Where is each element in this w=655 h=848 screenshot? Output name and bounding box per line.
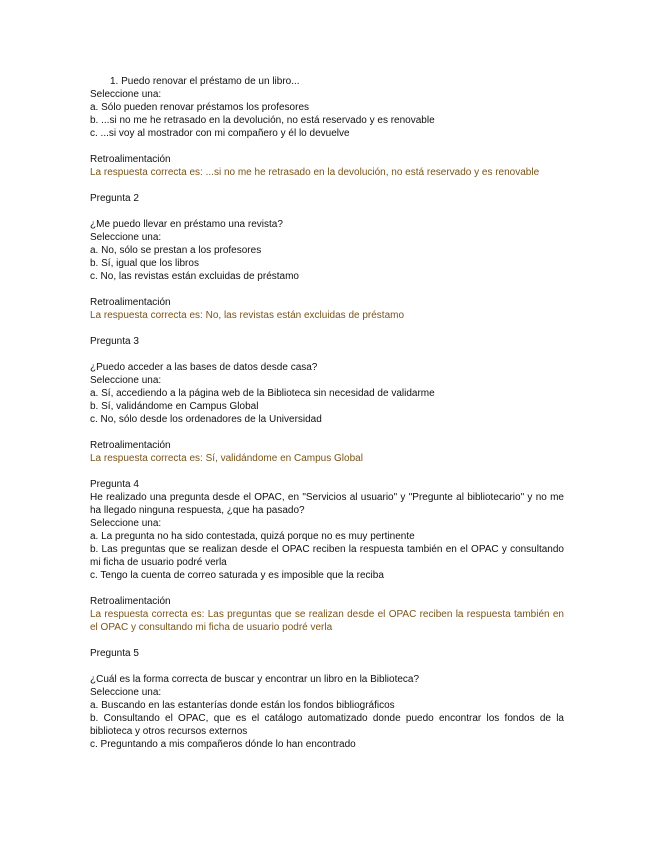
question-5-heading: Pregunta 5 (90, 648, 139, 659)
question-3-prompt: Seleccione una: (90, 375, 162, 386)
question-5-option-a: a. Buscando en las estanterías donde están los fondos bibliográficos (90, 700, 395, 711)
question-5-option-b: b. Consultando el OPAC, que es el catálogo automatizado donde puedo encontrar los fondos de la biblioteca y otros recursos externos (90, 713, 564, 737)
question-1-feedback-label: Retroalimentación (90, 154, 171, 165)
spacer (90, 322, 564, 335)
spacer (90, 426, 564, 439)
question-1-feedback: La respuesta correcta es: ...si no me he retrasado en la devolución, no está reservado y es renovable (90, 167, 540, 178)
spacer (90, 348, 564, 361)
question-5-text: ¿Cuál es la forma correcta de buscar y encontrar un libro en la Biblioteca? (90, 674, 420, 685)
question-4-text: He realizado una pregunta desde el OPAC, en "Servicios al usuario" y "Pregunte al bibliotecario" y no me ha llegado ninguna respuesta, ¿que ha pasado? (90, 492, 564, 516)
question-3-option-b: b. Sí, validándome en Campus Global (90, 401, 259, 412)
question-2-feedback-label: Retroalimentación (90, 297, 171, 308)
question-3-option-c: c. No, sólo desde los ordenadores de la Universidad (90, 414, 322, 425)
question-5-option-c: c. Preguntando a mis compañeros dónde lo han encontrado (90, 739, 356, 750)
spacer (90, 582, 564, 595)
question-2-option-c: c. No, las revistas están excluidas de préstamo (90, 271, 299, 282)
question-3-feedback: La respuesta correcta es: Sí, validándome en Campus Global (90, 453, 363, 464)
question-4-heading: Pregunta 4 (90, 479, 139, 490)
question-4-feedback: La respuesta correcta es: Las preguntas que se realizan desde el OPAC reciben la respuesta también en el OPAC y consultando mi ficha de usuario podré verla (90, 609, 564, 633)
spacer (90, 179, 564, 192)
question-2-feedback: La respuesta correcta es: No, las revistas están excluidas de préstamo (90, 310, 405, 321)
question-3-feedback-label: Retroalimentación (90, 440, 171, 451)
question-1-prompt: Seleccione una: (90, 89, 162, 100)
quiz-content (90, 75, 564, 751)
question-4-feedback-label: Retroalimentación (90, 596, 171, 607)
spacer (90, 660, 564, 673)
question-4-option-a: a. La pregunta no ha sido contestada, quizá porque no es muy pertinente (90, 531, 415, 542)
spacer (90, 205, 564, 218)
question-2-option-a: a. No, sólo se prestan a los profesores (90, 245, 262, 256)
question-3-text: ¿Puedo acceder a las bases de datos desde casa? (90, 362, 318, 373)
question-5-prompt: Seleccione una: (90, 687, 162, 698)
spacer (90, 283, 564, 296)
spacer (90, 634, 564, 647)
question-2-prompt: Seleccione una: (90, 232, 162, 243)
question-2-text: ¿Me puedo llevar en préstamo una revista? (90, 219, 283, 230)
question-4-option-b: b. Las preguntas que se realizan desde el OPAC reciben la respuesta también en el OPAC y consultando mi ficha de usuario podré verla (90, 544, 564, 568)
question-3-option-a: a. Sí, accediendo a la página web de la Biblioteca sin necesidad de validarme (90, 388, 435, 399)
question-1-title: 1. Puedo renovar el préstamo de un libro... (110, 76, 300, 87)
spacer (90, 465, 564, 478)
question-2-option-b: b. Sí, igual que los libros (90, 258, 199, 269)
question-4-prompt: Seleccione una: (90, 518, 162, 529)
question-1-option-a: a. Sólo pueden renovar préstamos los profesores (90, 102, 310, 113)
question-1-option-b: b. ...si no me he retrasado en la devolución, no está reservado y es renovable (90, 115, 435, 126)
spacer (90, 140, 564, 153)
question-3-heading: Pregunta 3 (90, 336, 139, 347)
question-2-heading: Pregunta 2 (90, 193, 139, 204)
question-4-option-c: c. Tengo la cuenta de correo saturada y es imposible que la reciba (90, 570, 384, 581)
question-1-option-c: c. ...si voy al mostrador con mi compañero y él lo devuelve (90, 128, 350, 139)
